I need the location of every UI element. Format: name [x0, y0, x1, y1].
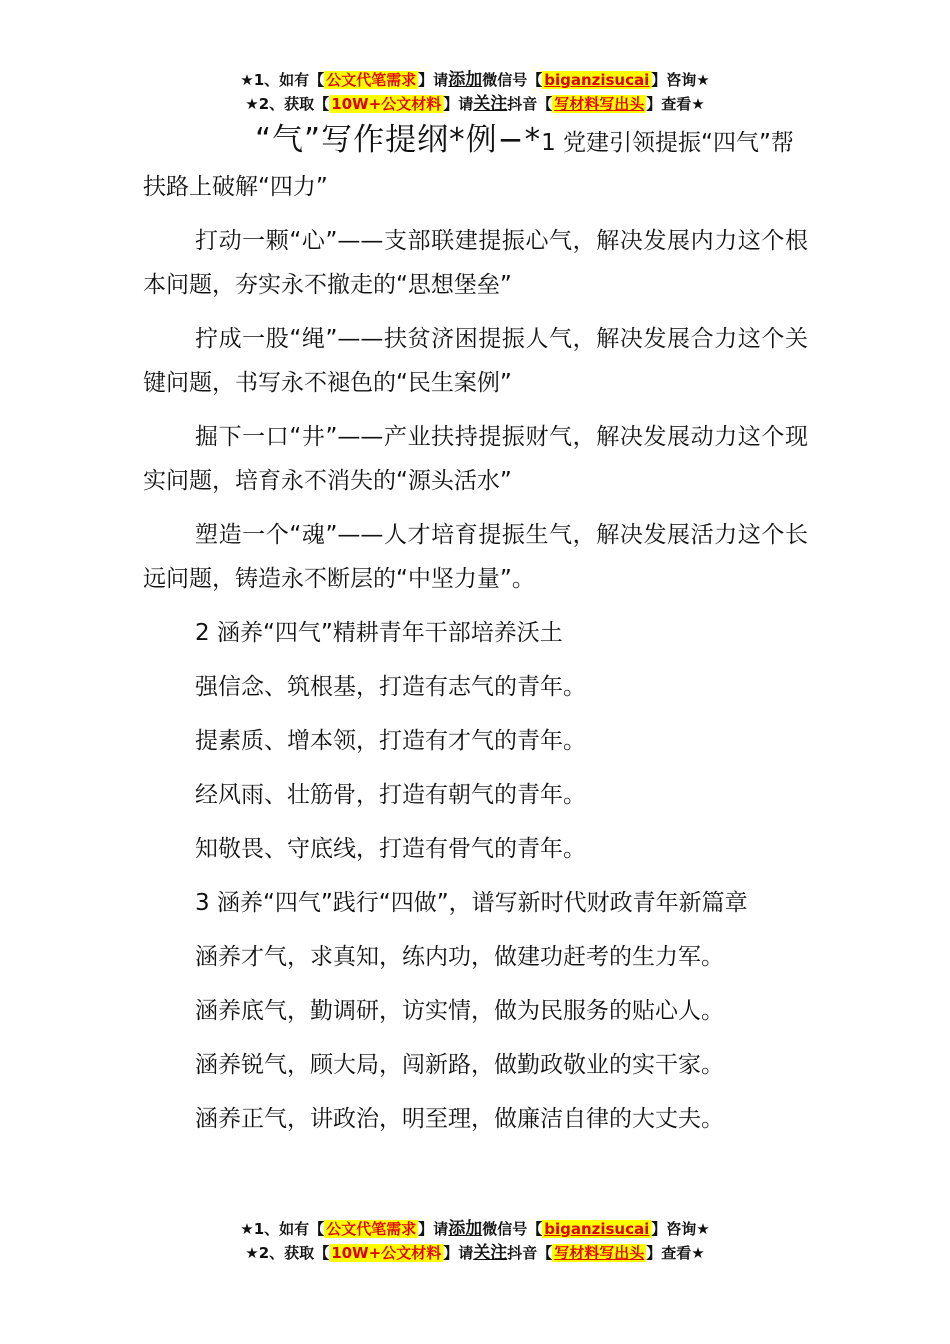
- top-banner: [0, 68, 950, 116]
- banner-highlight: 公文代笔需求: [326, 71, 417, 89]
- document-body: [143, 118, 808, 1151]
- banner-text: 】请: [443, 95, 474, 113]
- banner-text: 添加: [448, 1219, 483, 1239]
- banner-text: ★2、获取【: [245, 95, 330, 113]
- douyin-account-link[interactable]: 写材料写出头: [554, 95, 645, 113]
- title-main: “气”写作提纲*例−*: [255, 122, 542, 158]
- banner-text: 】请: [418, 1220, 449, 1238]
- banner-line-2: [0, 92, 950, 116]
- banner-text: 】请: [443, 1244, 474, 1262]
- banner-line-1: [0, 1217, 950, 1241]
- section-heading-2: 2 涵养“四气”精耕青年干部培养沃土: [195, 620, 563, 646]
- banner-text: 添加: [448, 70, 483, 90]
- list-item: 涵养底气，勤调研，访实情，做为民服务的贴心人。: [195, 998, 724, 1024]
- list-item: 涵养正气，讲政治，明至理，做廉洁自律的大丈夫。: [195, 1106, 724, 1132]
- banner-text: 抖音【: [507, 95, 553, 113]
- section-heading-3: 3 涵养“四气”践行“四做”，谱写新时代财政青年新篇章: [195, 890, 748, 916]
- list-item: 涵养锐气，顾大局，闯新路，做勤政敬业的实干家。: [195, 1052, 724, 1078]
- banner-line-1: [0, 68, 950, 92]
- paragraph: 拧成一股“绳”——扶贫济困提振人气，解决发展合力这个关键问题，书写永不褪色的“民生案例”: [143, 326, 808, 396]
- paragraph: 塑造一个“魂”——人才培育提振生气，解决发展活力这个长远问题，铸造永不断层的“中坚力量”。: [143, 522, 808, 592]
- banner-text: 】查看★: [646, 1244, 705, 1262]
- banner-text: ★1、如有【: [240, 71, 325, 89]
- banner-text: 】查看★: [646, 95, 705, 113]
- list-item: 涵养才气，求真知，练内功，做建功赶考的生力军。: [195, 944, 724, 970]
- paragraph: 打动一颗“心”——支部联建提振心气，解决发展内力这个根本问题，夯实永不撤走的“思想堡垒”: [143, 228, 808, 298]
- banner-text: ★2、获取【: [245, 1244, 330, 1262]
- paragraph: 掘下一口“井”——产业扶持提振财气，解决发展动力这个现实问题，培育永不消失的“源头活水”: [143, 424, 808, 494]
- section-heading-1: 1 党建引领提振“四气”帮扶路上破解“四力”: [143, 130, 794, 200]
- wechat-id-link[interactable]: biganzisucai: [544, 1220, 650, 1238]
- banner-line-2: [0, 1241, 950, 1265]
- banner-text: 】咨询★: [651, 71, 710, 89]
- banner-highlight: 10W+公文材料: [331, 95, 442, 113]
- list-item: 强信念、筑根基，打造有志气的青年。: [195, 674, 586, 700]
- banner-text: ★1、如有【: [240, 1220, 325, 1238]
- list-item: 提素质、增本领，打造有才气的青年。: [195, 728, 586, 754]
- banner-text: 微信号【: [482, 71, 543, 89]
- banner-text: 】请: [418, 71, 449, 89]
- document-title: [143, 118, 808, 209]
- banner-text: 关注: [473, 94, 508, 114]
- list-item: 知敬畏、守底线，打造有骨气的青年。: [195, 836, 586, 862]
- banner-text: 关注: [473, 1243, 508, 1263]
- banner-highlight: 10W+公文材料: [331, 1244, 442, 1262]
- banner-text: 微信号【: [482, 1220, 543, 1238]
- banner-highlight: 公文代笔需求: [326, 1220, 417, 1238]
- banner-text: 】咨询★: [651, 1220, 710, 1238]
- wechat-id-link[interactable]: biganzisucai: [544, 71, 650, 89]
- banner-text: 抖音【: [507, 1244, 553, 1262]
- list-item: 经风雨、壮筋骨，打造有朝气的青年。: [195, 782, 586, 808]
- bottom-banner: [0, 1217, 950, 1265]
- douyin-account-link[interactable]: 写材料写出头: [554, 1244, 645, 1262]
